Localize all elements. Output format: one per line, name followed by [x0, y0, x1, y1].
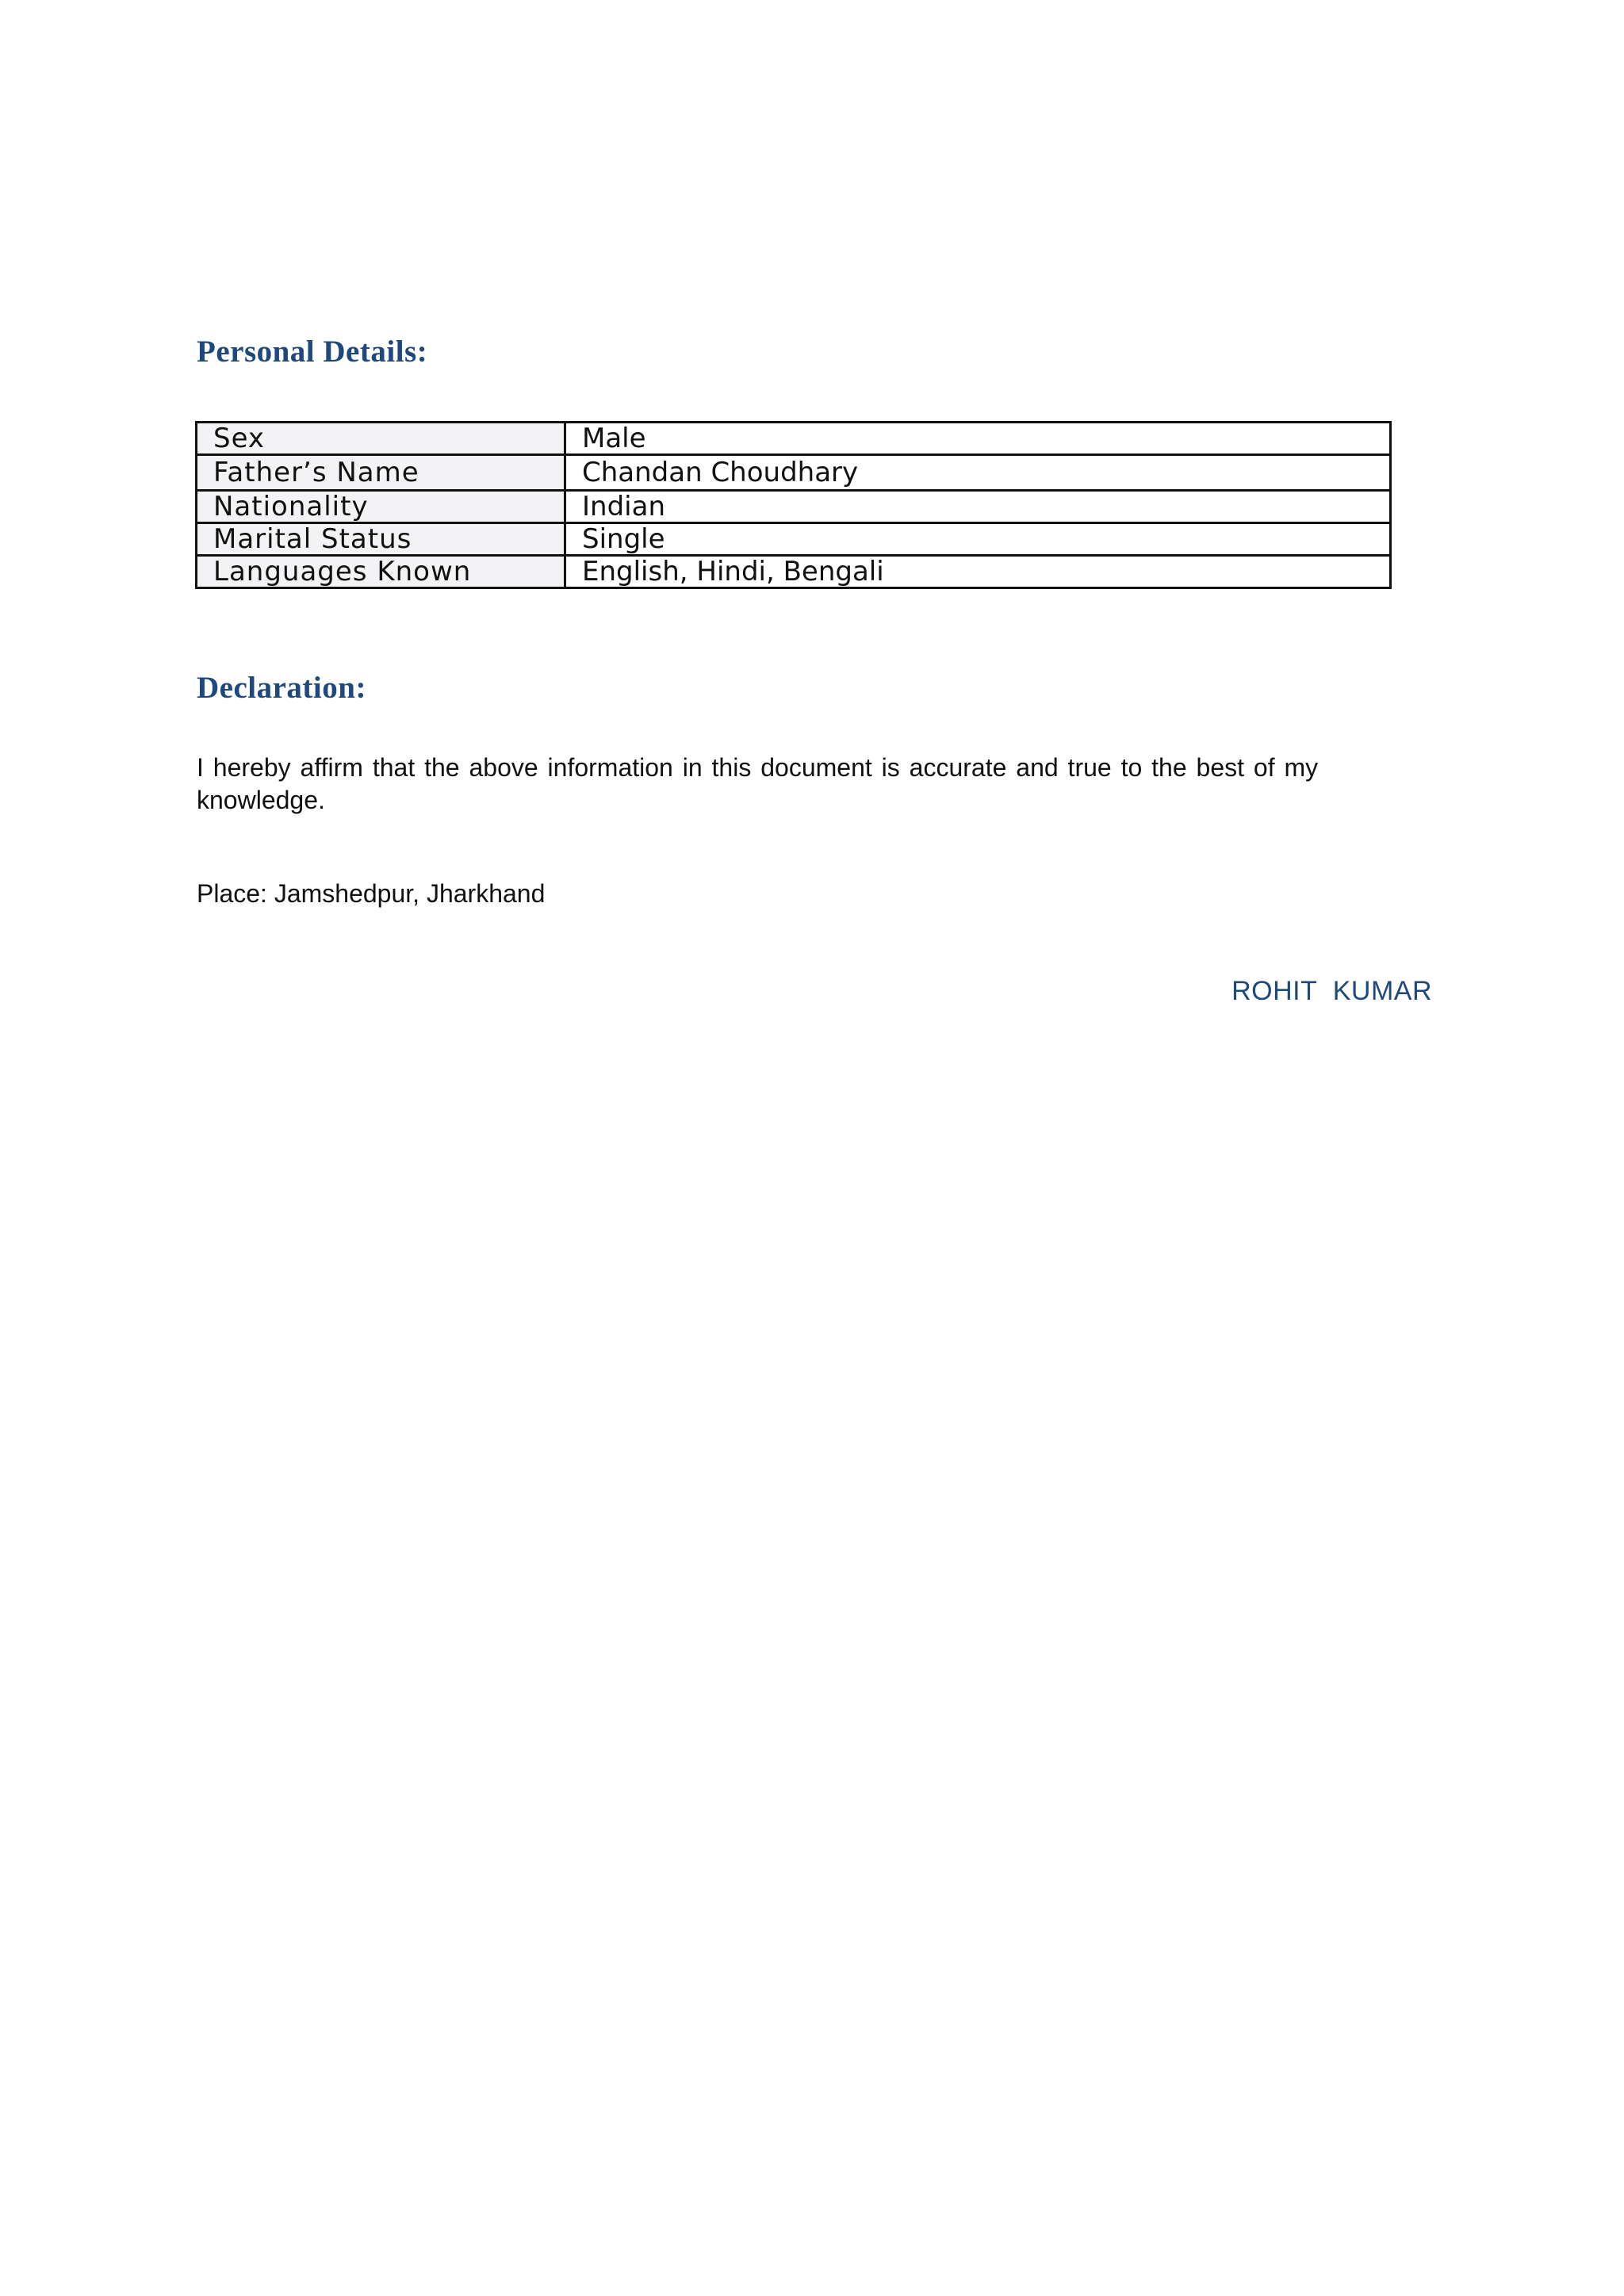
table-row [197, 491, 1391, 523]
table-row [197, 523, 1391, 556]
personal-details-table [195, 421, 1392, 589]
row-value: Male [565, 423, 1391, 455]
table-row [197, 556, 1391, 588]
place-line: Place: Jamshedpur, Jharkhand [197, 879, 546, 908]
row-value: Chandan Choudhary [565, 455, 1391, 491]
row-label: Languages Known [197, 556, 565, 588]
row-value: Single [565, 523, 1391, 556]
row-label: Father’s Name [197, 455, 565, 491]
row-label: Marital Status [197, 523, 565, 556]
row-value: English, Hindi, Bengali [565, 556, 1391, 588]
row-value: Indian [565, 491, 1391, 523]
declaration-heading: Declaration: [197, 671, 366, 705]
row-label: Sex [197, 423, 565, 455]
declaration-text: I hereby affirm that the above information in this document is accurate and true to the best of my knowledge. [197, 753, 1319, 814]
table-row [197, 455, 1391, 491]
table-row [197, 423, 1391, 455]
signature-name: ROHIT KUMAR [1231, 976, 1432, 1006]
personal-details-heading: Personal Details: [197, 335, 428, 369]
row-label: Nationality [197, 491, 565, 523]
